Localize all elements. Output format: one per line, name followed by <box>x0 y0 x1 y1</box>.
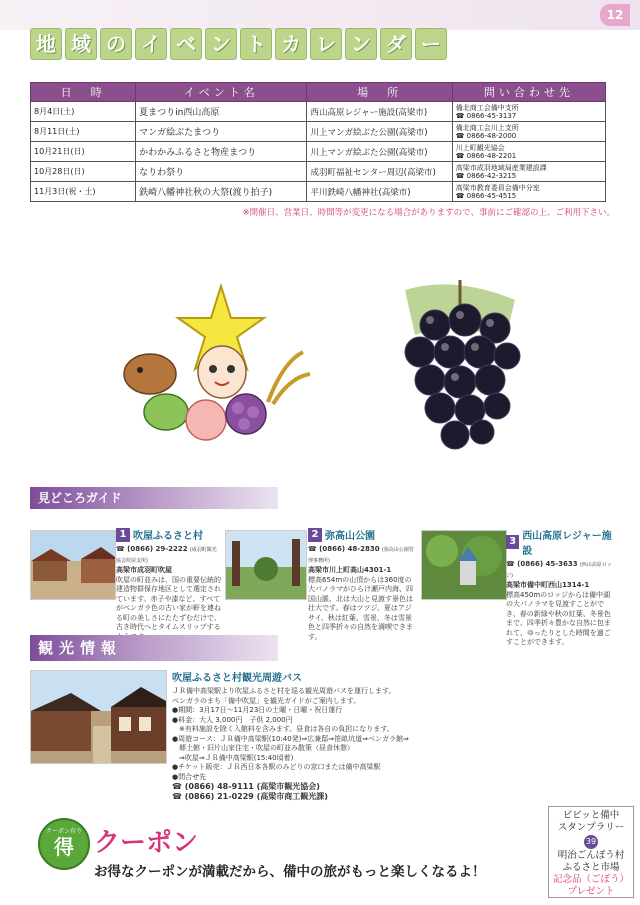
spot-3-address: 高梁市備中町西山1314-1 <box>506 581 590 589</box>
coupon-subtitle: お得なクーポンが満載だから、備中の旅がもっと楽しくなるよ！ <box>94 864 486 880</box>
table-row <box>31 182 606 202</box>
spot-2-number: 2 <box>308 528 322 542</box>
spot-3 <box>506 527 616 648</box>
row-event: かわかみふるさと物産まつり <box>136 142 307 162</box>
broccoli-icon <box>144 394 188 430</box>
spot-2-tel: ☎ (0866) 48-2830 <box>308 545 380 553</box>
bus-info-line: ●チケット販売：ＪＲ西日本各駅のみどりの窓口または備中高梁駅 <box>172 763 381 771</box>
spot-2-tel-note: (弥高山公園管理事務所) <box>308 547 414 564</box>
row-place: 西山高原レジャー施設(高梁市) <box>307 102 452 122</box>
row-contact-org: 川上町観光協会 <box>455 143 505 152</box>
title-char: ー <box>415 28 447 60</box>
spot-2-description: 標高654mの山頂からは360度の大パノラマがひらけ瀬戸内海、四国山脈、北は大山と見渡す景色は壮大です。春はツツジ、夏はアジサイ、秋は紅葉、雪景、冬は雪景色と四季折々の自然を満喫できます。 <box>308 575 413 641</box>
stamp-number: 39 <box>584 835 598 849</box>
title-char: ン <box>205 28 237 60</box>
table-row <box>31 162 606 182</box>
spot-1-address: 高梁市成羽町吹屋 <box>116 566 172 574</box>
header-place: 場 所 <box>307 83 452 102</box>
row-contact <box>452 142 605 162</box>
stamp-line2: スタンプラリー <box>557 822 625 833</box>
grapes-photo <box>395 280 525 465</box>
coupon-badge-top: クーポン有り <box>45 828 82 835</box>
bus-info-line: ＪＲ備中高梁駅より吹屋ふるさと村を巡る観光周遊バスを運行します。 <box>172 687 396 695</box>
bus-title: 吹屋ふるさと村観光周遊バス <box>172 673 302 684</box>
row-contact-tel: ☎ 0866-48-2201 <box>455 151 517 160</box>
title-char: ン <box>345 28 377 60</box>
row-event: 鉄崎八幡神社秋の大祭(渡り拍子) <box>136 182 307 202</box>
row-contact-org: 高梁市教育委員会備中分室 <box>455 183 540 192</box>
title-char: ダ <box>380 28 412 60</box>
row-event: 夏まつりin西山高原 <box>136 102 307 122</box>
title-char: カ <box>275 28 307 60</box>
page-number: 12 <box>600 4 630 26</box>
bus-info <box>172 669 612 802</box>
spot-2-name: 弥高山公園 <box>325 531 375 542</box>
title-char: 地 <box>30 28 62 60</box>
spot-1 <box>116 527 221 642</box>
row-contact-tel: ☎ 0866-45-4515 <box>455 191 517 200</box>
bus-info-line: ●料金：大人 3,000円 子供 2,000円 <box>172 715 293 724</box>
spot-1-tel: ☎ (0866) 29-2222 <box>116 545 188 553</box>
row-event: なりわ祭り <box>136 162 307 182</box>
title-char: レ <box>310 28 342 60</box>
spot-2-address: 高梁市川上町高山4301-1 <box>308 566 392 574</box>
title-char: イ <box>135 28 167 60</box>
kanko-heading: 観光情報 <box>30 635 278 661</box>
page-title <box>30 28 447 60</box>
midokoro-heading: 見どころガイド <box>30 487 278 509</box>
title-char: ト <box>240 28 272 60</box>
header-contact: 問い合わせ先 <box>452 83 605 102</box>
spot-3-tel-note: (西山高原ロッジ) <box>506 562 612 579</box>
row-date: 10月28日(日) <box>31 162 136 182</box>
spot-3-tel: ☎ (0866) 45-3633 <box>506 560 578 568</box>
row-contact <box>452 102 605 122</box>
bus-info-line: 郷土館・旧片山家住宅・吹屋の町並み散策（昼食休憩） <box>172 744 354 752</box>
stamp-rally-box <box>548 806 634 898</box>
table-row <box>31 102 606 122</box>
spot-1-description: 吹屋の町並みは、国の重要伝統的建造物群保存地区として選定されています。赤子や漆など、すべてがベンガラ色の古い家が軒を連ねる町の美しさにたたずむだけで、古き時代へとタイムスリップする <box>116 575 221 631</box>
fukiya-townscape-photo <box>30 670 167 764</box>
bus-info-line: ベンガラのまち「備中吹屋」を観光ガイドがご案内します。 <box>172 696 361 705</box>
row-contact <box>452 162 605 182</box>
bus-info-line: ●周遊コース：ＪＲ備中高梁駅(10:40発)⇒広兼邸⇒笹畝坑道⇒ベンガラ館⇒ <box>172 734 409 743</box>
spot-1-tel-note: (成羽町観光協会吹屋支所) <box>116 547 217 564</box>
peach-icon <box>186 400 226 440</box>
title-char: の <box>100 28 132 60</box>
stamp-line5: 記念品（ごぼう） <box>552 874 629 885</box>
stamp-line6: プレゼント <box>567 886 615 897</box>
row-date: 10月21日(日) <box>31 142 136 162</box>
coupon-badge-char: 得 <box>54 835 74 859</box>
header-date: 日 時 <box>31 83 136 102</box>
wheat-icon <box>268 352 310 404</box>
row-place: 川上マンガ絵ぶた公園(高梁市) <box>307 142 452 162</box>
coupon-badge <box>38 818 90 870</box>
row-contact-org: 備北商工会備中支所 <box>455 103 519 112</box>
mascot-illustration <box>118 282 313 447</box>
row-contact-tel: ☎ 0866-45-3137 <box>455 111 517 120</box>
row-date: 11月3日(祝・土) <box>31 182 136 202</box>
row-date: 8月11日(土) <box>31 122 136 142</box>
stamp-line3: 明治ごんぼう村 <box>557 850 625 861</box>
row-date: 8月4日(土) <box>31 102 136 122</box>
spot-photo-yatakayama <box>225 530 307 600</box>
bus-info-line: ☎ (0866) 21-0229 (高梁市商工観光課) <box>172 792 328 801</box>
row-place: 成羽町福祉センター周辺(高梁市) <box>307 162 452 182</box>
row-contact-tel: ☎ 0866-42-3215 <box>455 171 517 180</box>
row-contact <box>452 122 605 142</box>
row-event: マンガ絵ぶたまつり <box>136 122 307 142</box>
title-char: ベ <box>170 28 202 60</box>
spot-3-name: 西山高原レジャー施設 <box>522 531 612 557</box>
table-header-row <box>31 83 606 102</box>
event-calendar-table <box>30 82 606 202</box>
row-contact-org: 備北商工会川上支所 <box>455 123 519 132</box>
row-place: 川上マンガ絵ぶた公園(高梁市) <box>307 122 452 142</box>
header-event: イベント名 <box>136 83 307 102</box>
spot-photo-fukiya <box>30 530 116 600</box>
table-row <box>31 122 606 142</box>
spot-photo-nishiyama <box>421 530 507 600</box>
row-contact <box>452 182 605 202</box>
stamp-line4: ふるさと市場 <box>562 862 620 873</box>
bus-info-line: ☎ (0866) 48-9111 (高梁市観光協会) <box>172 782 320 791</box>
coupon-title: クーポン <box>94 828 199 858</box>
bus-info-line: ●期間：3月17日～11月23日の土曜・日曜・祝日運行 <box>172 706 343 714</box>
calendar-note: ※開催日、営業日、時間等が変更になる場合がありますので、事前にご確認の上、ご利用下さい。 <box>242 208 615 218</box>
spot-1-name: 吹屋ふるさと村 <box>133 531 203 542</box>
bus-info-line: ⇒吹屋⇒ＪＲ備中高梁駅(15:40頃着) <box>172 753 294 762</box>
bus-info-line: ※有料施設を除く入館料を含みます。昼食は各自の負担になります。 <box>172 725 394 733</box>
cow-icon <box>124 354 176 394</box>
spot-1-number: 1 <box>116 528 130 542</box>
top-band <box>0 0 640 30</box>
row-contact-org: 高梁市成羽地域局産業建設課 <box>455 163 547 172</box>
bus-info-line: ●問合せ先 <box>172 772 207 781</box>
spot-3-description: 標高450mのロッジからは備中湖の大パノラマを見渡すことができ、春の新緑や秋の紅葉、冬景色まで、四季折々豊かな自然に包まれて、ゆったりとした時間を過ごすことができます。 <box>506 590 611 646</box>
title-char: 域 <box>65 28 97 60</box>
row-place: 平川鉄崎八幡神社(高梁市) <box>307 182 452 202</box>
table-row <box>31 142 606 162</box>
spot-3-number: 3 <box>506 535 519 549</box>
row-contact-tel: ☎ 0866-48-2000 <box>455 131 517 140</box>
spot-2 <box>308 527 416 642</box>
stamp-line1: ビビッと備中 <box>562 810 620 821</box>
